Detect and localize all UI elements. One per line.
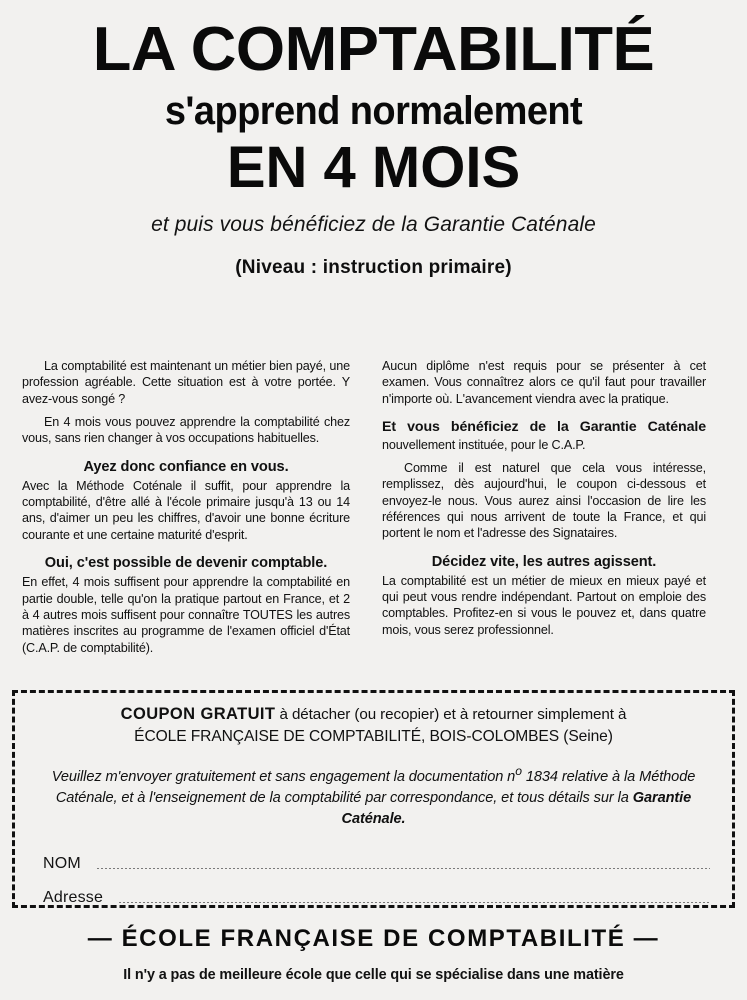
right-column [364,358,706,663]
right-paragraph-4-text: La comptabilité est un métier de mieux en mieux payé et qui peut vous rendre indépendant. Partout on emploie des comptables. Profitez-en si vous le pouvez et, dans quatre mois, vous serez professionnel. [382,573,706,637]
coupon-field-nom[interactable] [31,856,716,872]
left-heading-possible: Oui, c'est possible de devenir comptable. [44,555,328,572]
left-heading-confiance: Ayez donc confiance en vous. [83,458,289,475]
coupon-header [31,703,716,749]
headline-level-note: (Niveau : instruction primaire) [235,256,512,278]
coupon-request-part1: Veuillez m'envoyer gratuitement et sans engagement la documentation n [51,768,516,785]
coupon-field-nom-input[interactable] [97,868,710,869]
right-paragraph-1: Aucun diplôme n'est requis pour se présenter à cet examen. Vous connaîtrez alors ce qu'il faut pour travailler n'importe où. L'avancement viendra avec la pratique. [382,359,706,406]
right-paragraph-3: Comme il est naturel que cela vous intéresse, remplissez, dès aujourd'hui, le coupon ci-dessous et envoyez-le nous. Vous aurez ainsi l'occasion de lire les références qui nous arrivent de toute la France, et qui portent le nom et l'adresse des Signataires. [382,460,706,541]
right-heading-decidez: Décidez vite, les autres agissent. [431,553,657,570]
right-heading-garantie: Et vous bénéficiez de la Garantie Caténale [382,419,706,436]
body-columns [0,358,747,663]
headline-block [0,0,747,279]
coupon-field-adresse-input[interactable] [119,902,710,903]
left-column [22,358,364,663]
coupon-request-part2: 1834 relative à la Méthode Caténale, et à l'enseignement de la comptabilité par correspondance, et tous détails sur la [55,768,696,806]
footer-school-name: — ÉCOLE FRANÇAISE DE COMPTABILITÉ — [87,925,660,952]
coupon-request-text [31,763,716,831]
headline-secondary: s'apprend normalement [164,88,583,133]
coupon-field-adresse-label: Adresse [43,889,104,907]
left-paragraph-3-text: Avec la Méthode Coténale il suffit, pour apprendre la comptabilité, d'être allé à l'école primaire jusqu'à 13 ou 14 ans, d'aimer un peu les chiffres, d'avoir une bonne écriture courante et une certaine maturité d'esprit. [22,478,350,542]
coupon-title-rest: à détacher (ou recopier) et à retourner simplement à [275,706,627,723]
headline-primary: LA COMPTABILITÉ [92,15,655,84]
headline-tertiary: EN 4 MOIS [226,134,521,200]
left-paragraph-4-text: En effet, 4 mois suffisent pour apprendre la comptabilité en partie double, telle qu'on la pratique partout en France, et 2 à 4 autres mois suffisent pour connaître TOUTES les autres matières inscrites au programme de l'examen officiel d'État (C.A.P. de comptabilité). [22,575,350,655]
left-paragraph-4 [22,554,350,656]
coupon-request-bold: Garantie Caténale. [341,789,692,828]
footer-tagline: Il n'y a pas de meilleure école que celle qui se spécialise dans une matière [123,967,624,983]
right-paragraph-4 [382,553,706,638]
coupon-school-address: ÉCOLE FRANÇAISE DE COMPTABILITÉ, BOIS-COLOMBES (Seine) [134,728,613,746]
right-paragraph-2 [382,418,706,453]
coupon-box [12,690,735,908]
coupon-field-adresse[interactable] [31,890,716,906]
coupon-ordinal-marker: o [515,763,522,778]
right-paragraph-2-text: nouvellement instituée, pour le C.A.P. [382,437,586,452]
left-paragraph-1: La comptabilité est maintenant un métier bien payé, une profession agréable. Cette situation est à votre portée. Y avez-vous songé ? [22,359,350,406]
coupon-title: COUPON GRATUIT [120,705,276,723]
left-paragraph-3 [22,458,350,543]
coupon-field-nom-label: NOM [43,855,81,873]
left-paragraph-2: En 4 mois vous pouvez apprendre la comptabilité chez vous, sans rien changer à vos occupations habituelles. [22,415,350,446]
headline-subtitle: et puis vous bénéficiez de la Garantie Caténale [151,212,596,236]
footer-block [0,925,747,983]
